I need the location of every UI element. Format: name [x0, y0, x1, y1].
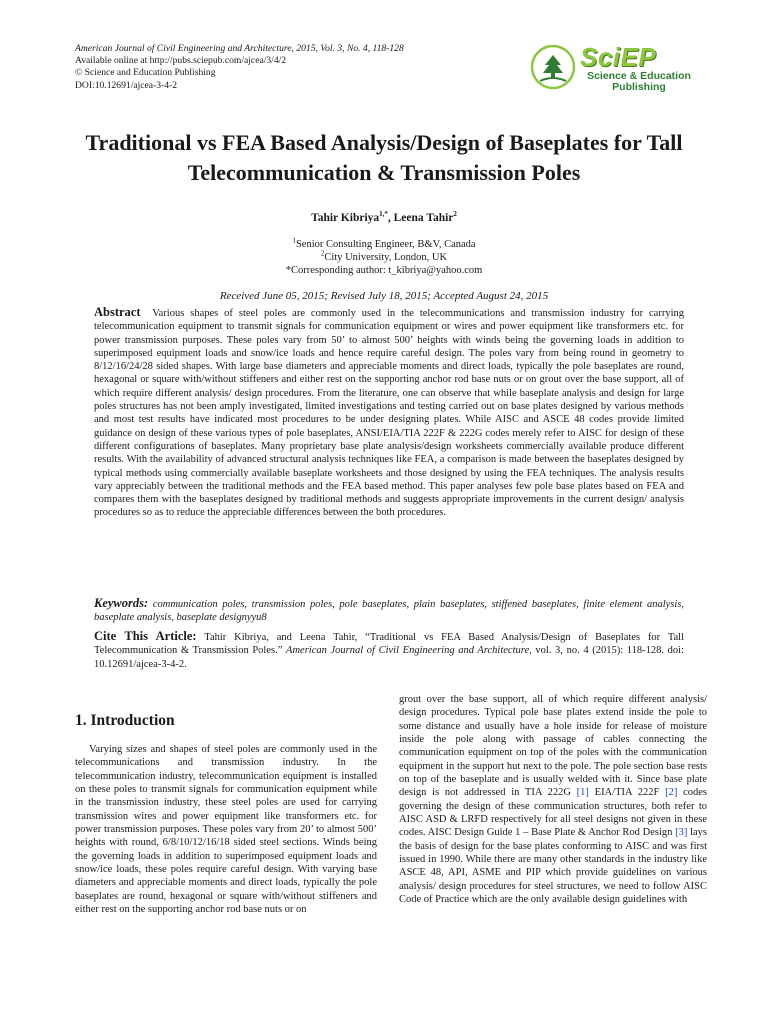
authors [0, 212, 768, 224]
journal-citation: American Journal of Civil Engineering and Architecture, 2015, Vol. 3, No. 4, 118-128 [75, 43, 404, 54]
author-1: Tahir Kibriya [311, 212, 380, 224]
logo-subtitle-2: Publishing [612, 81, 666, 93]
affil-2-text: City University, London, UK [324, 252, 448, 263]
affil-1-text: Senior Consulting Engineer, B&V, Canada [295, 239, 476, 250]
abstract-text: Various shapes of steel poles are commonly used in the telecommunications and transmission industry for carrying telecommunication equipment to transmit signals for communication equipment or wires and power equipment like transformers etc. for power transmission purposes. These poles vary from 50’ to almost 500’ heights with winds being the governing loads in addition to superimposed equipment loads and snow/ice loads and hence require careful design. The poles vary from being round in geometry to 8/12/16/24/28 sided shapes. With large base diameters and appreciable moments and direct loads, typically the pole baseplates are round, hexagonal or square with/without stiffeners and either rest on the supporting anchor rod base nuts or on grout over the base support, all of which require different analysis/ design procedures. From the literature, one can observe that while baseplate analysis and design for large poles structures has not been amply investigated, limited investigations and testing carried out on base plates designed by various methods and most test results have indicated most procedures to be under designing plates. While AISC and ASCE 48 codes provide limited guidance on design of these various types of pole baseplates, ANSI/EIA/TIA 222F & 222G codes merely refer to AISC for design of these different configurations of baseplates. Many proprietary base plate analysis/design worksheets commercially available produce different results. With the availability of advanced structural analysis techniques like FEA, a comparison is made between the baseplates designed by typical methods using commercially available baseplate worksheets and those designed by using the FEA techniques. The analysis results vary appreciably between the traditional methods and the FEA based method. This paper analyses few pole base plates based on FEA and compares them with the baseplates designed by traditional methods and suggests appropriate improvements in the current design/ analysis procedures so as to reduce the appreciable differences between the both procedures. [94, 308, 685, 519]
affiliations [0, 238, 768, 277]
logo-subtitle-1: Science & Education [587, 70, 691, 82]
right-text-2: EIA/TIA 222F [588, 787, 666, 799]
logo-text [580, 43, 698, 93]
logo-name: SciEP [580, 42, 657, 72]
author-sep: , [387, 212, 394, 224]
reference-link-3[interactable]: [3] [675, 827, 688, 839]
abstract-label: Abstract [94, 305, 141, 319]
abstract [94, 306, 684, 520]
cite-text-2: , vol. 3, no. 4 (2015): 118-128. doi: 10.12691/ajcea-3-4-2. [94, 645, 684, 670]
publisher-logo [528, 43, 698, 95]
author-2-affil: 2 [453, 210, 457, 219]
paper-title: Traditional vs FEA Based Analysis/Design of Baseplates for Tall Telecommunication & Transmission Poles [85, 130, 683, 185]
keywords-label: Keywords: [94, 596, 149, 610]
cite-label: Cite This Article: [94, 629, 197, 643]
online-url[interactable]: Available online at http://pubs.sciepub.com/ajcea/3/4/2 [75, 55, 287, 67]
right-text-1: grout over the base support, all of which require different analysis/ design procedures. Typical pole base plates extend inside the pole to some distance and usually have a hole inside for release of moisture inside the pole along with passage of cables connecting the communication equipment on top of the poles with the communication equipment in the support hut next to the pole. The pole section base rests on top of the baseplate and is usually welded with it. Since base plate design is not addressed in TIA 222G [399, 694, 707, 799]
keywords-text: communication poles, transmission poles, pole baseplates, plain baseplates, stiffened baseplates, finite element analysis, baseplate analysis, baseplate designyyu8 [94, 599, 684, 624]
intro-right-column [399, 693, 707, 907]
cite-journal: American Journal of Civil Engineering and Architecture [286, 645, 530, 657]
affil-2-num: 2 [320, 249, 325, 258]
reference-link-1[interactable]: [1] [576, 787, 589, 799]
received-dates: Received June 05, 2015; Revised July 18, 2015; Accepted August 24, 2015 [219, 290, 549, 302]
journal-header [75, 43, 404, 92]
affiliation-2 [0, 251, 768, 264]
doi: DOI:10.12691/ajcea-3-4-2 [75, 79, 178, 91]
copyright: © Science and Education Publishing [75, 67, 216, 79]
section-heading: 1. Introduction [75, 712, 175, 729]
right-text-4: lays the basis of design for the base plates conforming to AISC and was first issued in 1990. While there are many other standards in the industry like ASCE 48, API, ASME and PIP which provide guidelines on various analysis/ design procedures for steel structures, we need to follow AISC Code of Practice which are the only available design guidelines with [399, 827, 708, 906]
cite-this-article [94, 630, 684, 671]
affiliation-1 [0, 238, 768, 251]
affil-1-num: 1 [292, 236, 296, 245]
reference-link-2[interactable]: [2] [665, 787, 678, 799]
keywords [94, 597, 684, 625]
cite-text-1: Tahir Kibriya, and Leena Tahir, “Traditional vs FEA Based Analysis/Design of Baseplates for Tall Telecommunication & Transmission Poles.” [94, 632, 685, 657]
tree-book-icon [528, 45, 578, 95]
author-1-affil: 1,* [379, 210, 388, 219]
corresponding-author: *Corresponding author: t_kibriya@yahoo.com [285, 265, 483, 276]
right-text-3: codes governing the design of these communication structures, both refer to AISC ASD & LRFD respectively for all steel designs not given in these codes. AISC Design Guide 1 – Base Plate & Anchor Rod Design [399, 787, 707, 839]
intro-left-column: Varying sizes and shapes of steel poles are commonly used in the telecommunications and transmission industry. In the telecommunication industry, telecommunication equipment is installed on these poles to transmit signals for communication equipment while in the transmission industry, these steel poles are used for carrying transmission wires and power equipment like transformers etc. for power transmission purposes. These poles vary from 20’ to almost 500’ heights with round, 6/8/10/12/16/18 sided steel sections. Winds being the governing loads in addition to superimposed equipment loads and snow/ice loads, these poles require careful design. With varying base diameters and appreciable moments and direct loads, typically the pole baseplates are round, hexagonal or square with/without stiffeners and either rest on the supporting anchor rod base nuts or on [75, 744, 377, 916]
author-2: Leena Tahir [393, 212, 454, 224]
